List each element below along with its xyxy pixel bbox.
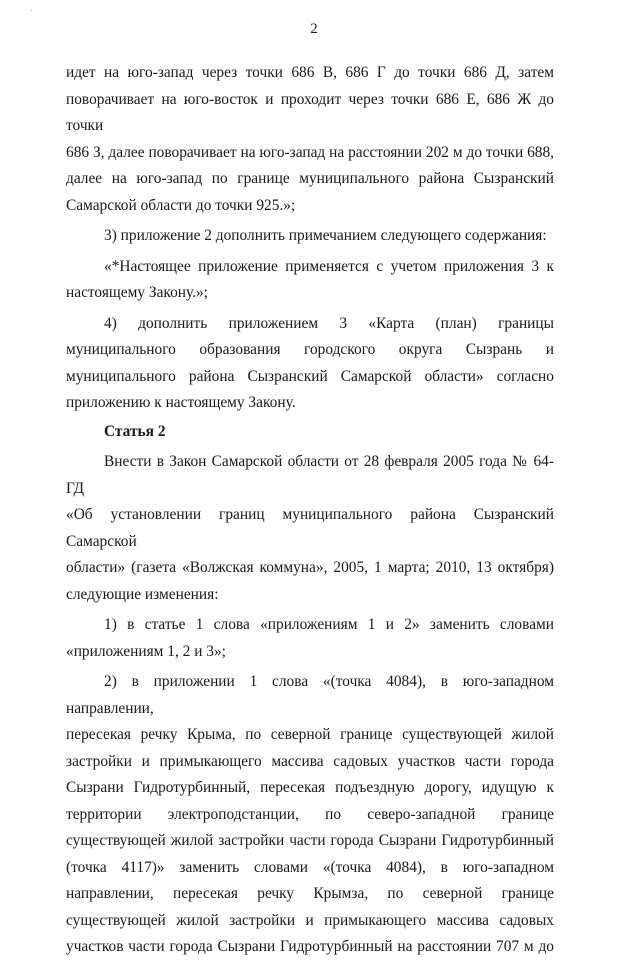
text-line: 2) в приложении 1 слова «(точка 4084), в юго-западном направлении, bbox=[66, 673, 554, 717]
text-line: существующей жилой застройки и примыкающего массива садовых bbox=[66, 911, 554, 929]
text-line: приложению к настоящему Закону. bbox=[66, 394, 296, 411]
text-line: пересекая речку Крыма, по северной границе существующей жилой bbox=[66, 726, 554, 743]
text-line: настоящему Закону.»; bbox=[66, 284, 209, 301]
text-line: области» (газета «Волжская коммуна», 2005, 1 марта; 2010, 13 октября) bbox=[66, 559, 554, 576]
text-line: «*Настоящее приложение применяется с учетом приложения 3 к bbox=[104, 257, 554, 275]
article-heading: Статья 2 bbox=[104, 422, 166, 440]
text-line: муниципального района Сызранский Самарской области» согласно bbox=[66, 367, 554, 385]
text-line: направлении, пересекая речку Крымза, по северной границе bbox=[66, 885, 554, 902]
text-line: застройки и примыкающего массива садовых участков части города bbox=[66, 752, 554, 770]
text-line: 686 З, далее поворачивает на юго-запад на расстоянии 202 м до точки 688, bbox=[66, 143, 554, 161]
page-number: 2 bbox=[310, 21, 318, 37]
text-line: следующие изменения: bbox=[66, 585, 219, 603]
text-line: Сызрани Гидротурбинный, пересекая подъездную дорогу, идущую к bbox=[66, 779, 554, 796]
text-line: 1) в статье 1 слова «приложениям 1 и 2» заменить словами bbox=[104, 616, 554, 633]
text-line: 3) приложение 2 дополнить примечанием следующего содержания: bbox=[104, 227, 547, 244]
text-line: поворачивает на юго-восток и проходит через точки 686 Е, 686 Ж до точки bbox=[66, 90, 554, 134]
text-line: существующей жилой застройки части города Сызрани Гидротурбинный bbox=[66, 832, 554, 849]
text-line: «приложениям 1, 2 и 3»; bbox=[66, 642, 226, 660]
text-line: идет на юго-запад через точки 686 В, 686 Г до точки 686 Д, затем bbox=[66, 64, 554, 81]
text-line: Внести в Закон Самарской области от 28 февраля 2005 года № 64-ГД bbox=[66, 453, 554, 497]
document-body bbox=[66, 60, 554, 961]
text-line: далее на юго-запад по границе муниципального района Сызранский bbox=[66, 170, 554, 187]
text-line: 4) дополнить приложением 3 «Карта (план) границы bbox=[104, 314, 554, 332]
scan-speck: · bbox=[30, 6, 34, 17]
text-line: Самарской области до точки 925.»; bbox=[66, 196, 296, 214]
text-line: территории электроподстанции, по северо-западной границе bbox=[66, 805, 554, 823]
text-line: (точка 4117)» заменить словами «(точка 4084), в юго-западном bbox=[66, 858, 554, 876]
text-line: участков части города Сызрани Гидротурбинный на расстоянии 707 м до bbox=[66, 938, 554, 955]
text-line: муниципального образования городского округа Сызрань и bbox=[66, 341, 554, 358]
text-line: «Об установлении границ муниципального района Сызранский Самарской bbox=[66, 506, 554, 550]
